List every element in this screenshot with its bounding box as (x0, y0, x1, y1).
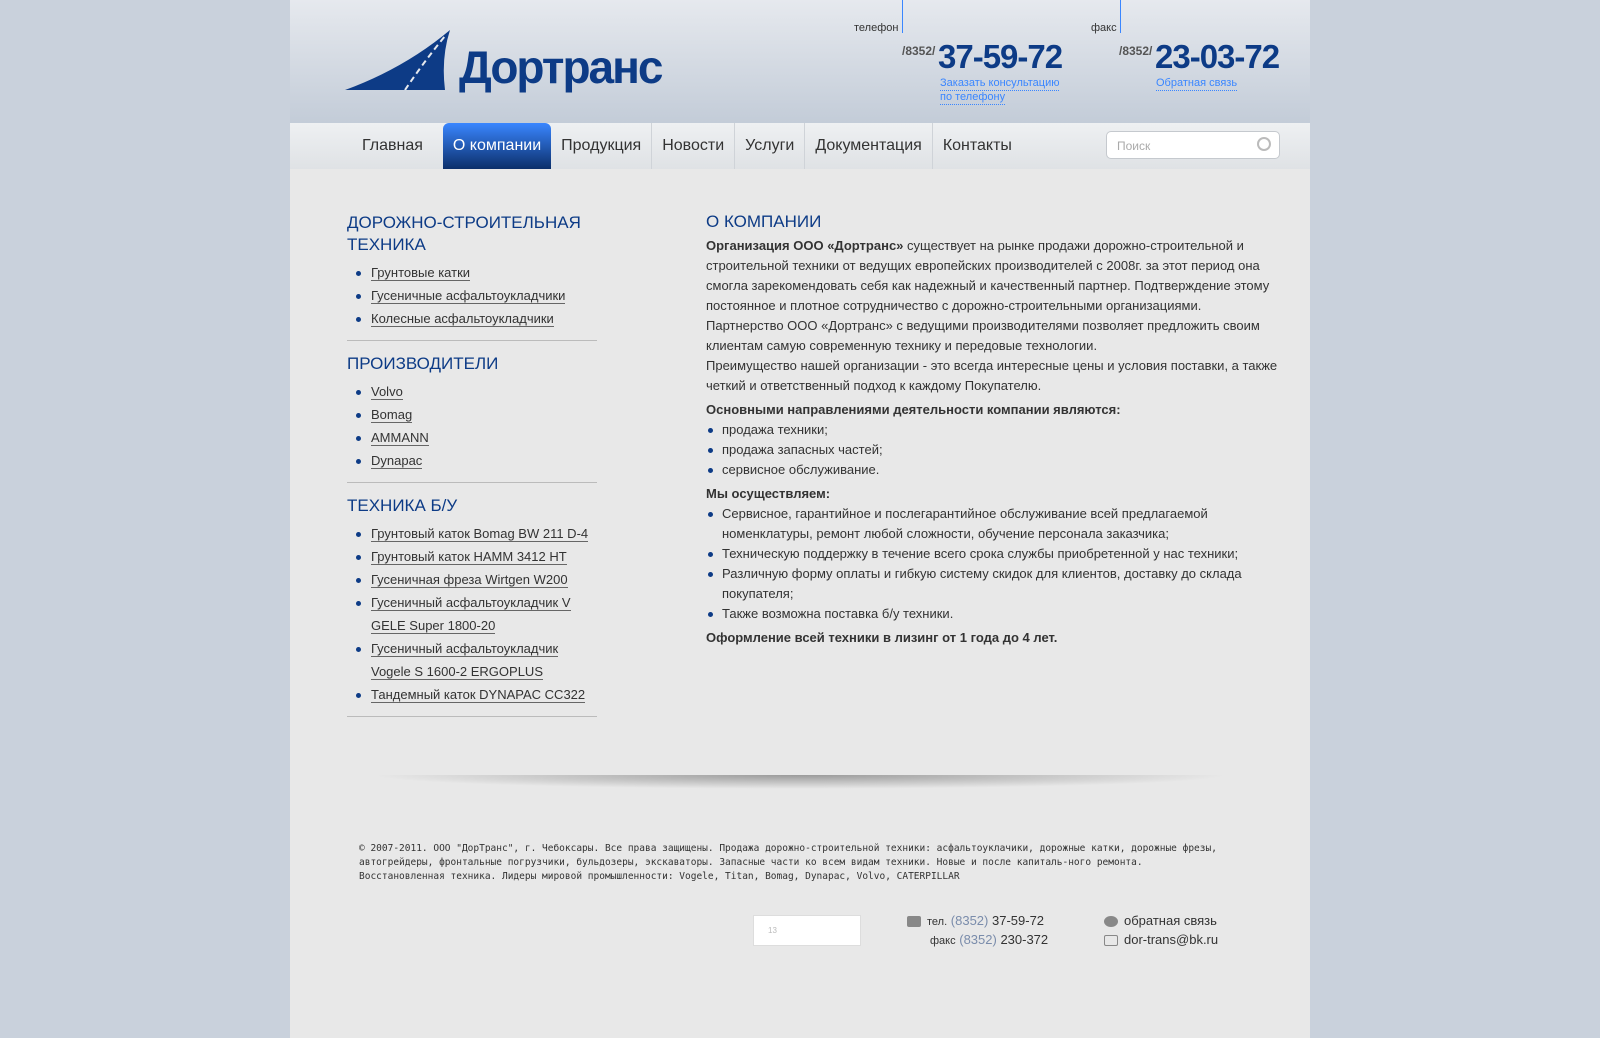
leasing-note: Оформление всей техники в лизинг от 1 года до 4 лет. (706, 630, 1058, 645)
company-name: Организация ООО «Дортранс» (706, 238, 904, 253)
sidebar-link[interactable]: Dynapac (371, 453, 423, 468)
visit-counter[interactable] (753, 915, 861, 946)
sidebar-link[interactable]: AMMANN (371, 430, 429, 445)
nav-docs[interactable]: Документация (805, 123, 932, 169)
sidebar-heading: ДОРОЖНО-СТРОИТЕЛЬНАЯ ТЕХНИКА (347, 213, 581, 254)
sidebar-link[interactable]: Гусеничные асфальтоукладчики (371, 288, 566, 303)
fax-code: (8352) (959, 932, 997, 947)
road-logo-icon (345, 28, 455, 90)
intro-paragraph (706, 236, 1281, 316)
sidebar-link[interactable]: Грунтовый каток Bomag BW 211 D-4 (371, 526, 589, 541)
list-item: Техническую поддержку в течение всего срока службы приобретенной у нас техники; (706, 544, 1281, 564)
nav-services[interactable]: Услуги (735, 123, 805, 169)
paragraph: Партнерство ООО «Дортранс» с ведущими производителями позволяет предложить своим клиентам самую современную технику и передовые технологии. (706, 318, 1260, 353)
divider (347, 716, 597, 717)
footer-feedback[interactable] (1104, 913, 1217, 928)
logo-text: Дортранс (459, 41, 662, 93)
activities-list (706, 420, 1281, 480)
sidebar-item (347, 403, 597, 426)
phone-label: телефон (854, 22, 899, 34)
sidebar-link[interactable]: Тандемный каток DYNAPAC CC322 (371, 687, 586, 702)
list-item: продажа запасных частей; (706, 440, 1281, 460)
logo[interactable] (345, 28, 662, 93)
fax-label: факс (930, 935, 956, 947)
page-title: О КОМПАНИИ (706, 212, 822, 231)
sidebar-list (347, 380, 597, 472)
sidebar-item (347, 307, 597, 330)
list-item: Различную форму оплаты и гибкую систему скидок для клиентов, доставку до склада покупателя; (706, 564, 1281, 604)
sidebar-item (347, 522, 597, 545)
footer-phone (907, 913, 1044, 928)
fax-label: факс (1091, 22, 1117, 34)
footer-email[interactable] (1104, 932, 1218, 947)
sidebar-item (347, 449, 597, 472)
fax-number: 23-03-72 (1155, 38, 1280, 75)
list-item: сервисное обслуживание. (706, 460, 1281, 480)
sidebar-link[interactable]: Гусеничная фреза Wirtgen W200 (371, 572, 568, 587)
tel-number: 37-59-72 (991, 913, 1045, 928)
header (290, 0, 1310, 123)
sidebar-item (347, 380, 597, 403)
divider (347, 482, 597, 483)
sidebar-list (347, 261, 597, 330)
sidebar-item (347, 591, 597, 637)
main-nav (290, 123, 1310, 169)
fax-number: 230-372 (1000, 932, 1049, 947)
sidebar-item (347, 426, 597, 449)
list-item: продажа техники; (706, 420, 1281, 440)
sidebar-item (347, 284, 597, 307)
search-input[interactable] (1106, 131, 1280, 159)
section-heading: Основными направлениями деятельности компании являются: (706, 402, 1121, 417)
sidebar-item (347, 637, 597, 683)
copyright: © 2007-2011. ООО "ДорТранс", г. Чебоксары. Все права защищены. Продажа дорожно-строительной техники: асфальтоуклачики, дорожные катки, дорожные фрезы, автогрейдеры, фронтальные погрузчики, бульдозеры, экскаваторы. Запасные части ко всем видам техники. Новые и после капиталь-ного ремонта. Восстановленная техника. Лидеры мировой промышленности: Vogele, Titan, Bomag, Dynapac, Volvo, CATERPILLAR (359, 843, 1217, 882)
speech-bubble-icon (1104, 916, 1118, 927)
sidebar-link[interactable]: Грунтовые катки (371, 265, 471, 280)
section-heading: Мы осуществляем: (706, 486, 831, 501)
email-link[interactable]: dor-trans@bk.ru (1124, 932, 1219, 947)
sidebar-link[interactable]: Bomag (371, 407, 413, 422)
phone-code: /8352/ (902, 44, 936, 58)
footer-fax (930, 932, 1048, 947)
main-content (706, 212, 1281, 648)
nav-home[interactable]: Главная (362, 137, 423, 154)
sidebar-link[interactable]: Гусеничный асфальтоукладчик Vogele S 1600-2 ERGOPLUS (371, 641, 559, 679)
envelope-icon (1104, 935, 1118, 946)
sidebar-link[interactable]: Гусеничный асфальтоукладчик V GELE Super 1800-20 (371, 595, 571, 633)
sidebar-item (347, 568, 597, 591)
sidebar-heading: ПРОИЗВОДИТЕЛИ (347, 354, 499, 373)
divider (1120, 0, 1121, 33)
feedback-link[interactable]: Обратная связь (1156, 77, 1238, 89)
divider (902, 0, 903, 33)
phone-number: 37-59-72 (938, 38, 1063, 75)
divider (347, 340, 597, 341)
list-item: Также возможна поставка б/у техники. (706, 604, 1281, 624)
sidebar-heading: ТЕХНИКА Б/У (347, 496, 458, 515)
phone-icon (907, 916, 921, 927)
nav-contacts[interactable]: Контакты (942, 137, 1012, 154)
order-consult-link[interactable]: Заказать консультацию (940, 77, 1060, 89)
nav-news[interactable]: Новости (652, 123, 735, 169)
fax-code: /8352/ (1119, 44, 1153, 58)
feedback-link[interactable]: обратная связь (1124, 913, 1217, 928)
sidebar-item (347, 261, 597, 284)
sidebar-list (347, 522, 597, 706)
tel-code: (8352) (950, 913, 989, 928)
footer-divider (370, 775, 1230, 789)
page (290, 0, 1310, 1038)
search-placeholder: Поиск (1117, 139, 1151, 153)
sidebar-item (347, 545, 597, 568)
tel-label: тел. (927, 916, 948, 928)
intro-text: существует на рынке продажи дорожно-строительной и строительной техники от ведущих европейских производителей с 2008г. за этот период она смогла зарекомендовать себя как надежный и качественный партнер. Подтверждение этому постоянное и плотное сотрудничество с дорожно-строительными организациями. (706, 238, 1270, 313)
nav-about[interactable]: О компании (443, 123, 551, 169)
sidebar-link[interactable]: Колесные асфальтоукладчики (371, 311, 554, 326)
sidebar-item (347, 683, 597, 706)
sidebar (347, 212, 597, 729)
counter-value: 13 (768, 926, 777, 935)
sidebar-link[interactable]: Грунтовый каток HAMM 3412 HT (371, 549, 567, 564)
list-item: Сервисное, гарантийное и послегарантийное обслуживание всей предлагаемой номенклатуры, ремонт любой сложности, обучение персонала заказчика; (706, 504, 1281, 544)
services-list (706, 504, 1281, 624)
sidebar-link[interactable]: Volvo (371, 384, 403, 399)
nav-products[interactable]: Продукция (551, 123, 652, 169)
search-icon[interactable] (1257, 137, 1271, 151)
order-consult-link[interactable]: по телефону (940, 91, 1006, 103)
paragraph: Преимущество нашей организации - это всегда интересные цены и условия поставки, а также четкий и ответственный подход к каждому Покупателю. (706, 358, 1278, 393)
